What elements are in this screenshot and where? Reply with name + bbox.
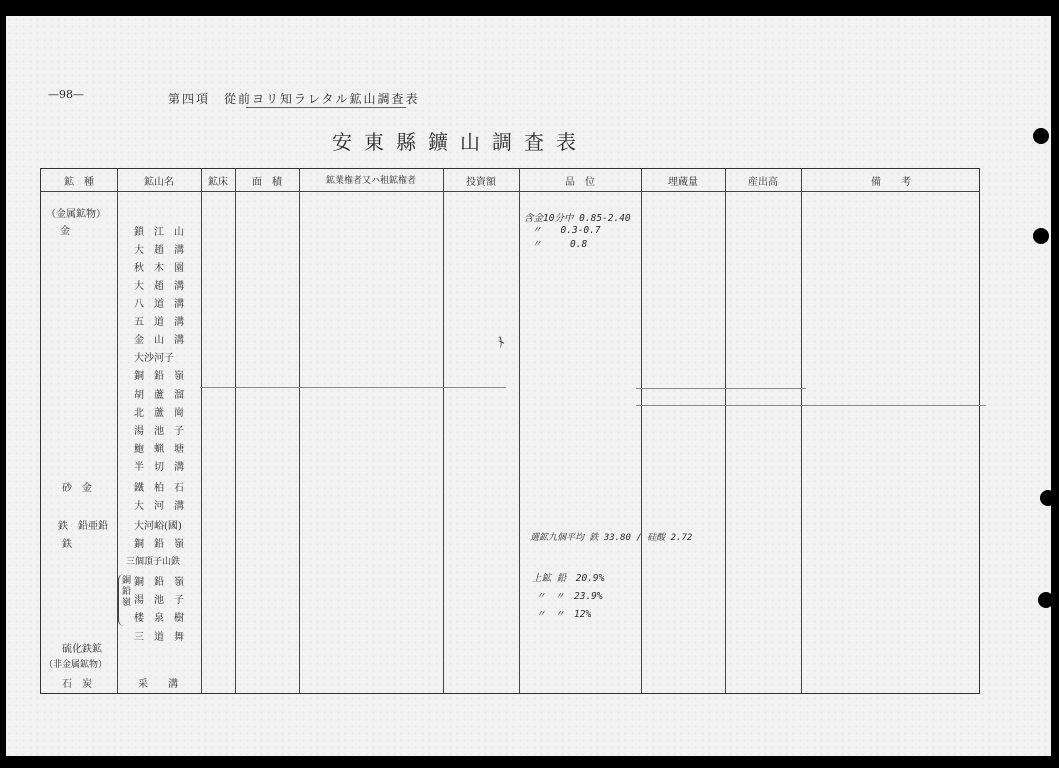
- mine-name: 鎖 江 山: [134, 227, 184, 238]
- header-mineral-type: 鉱 種: [64, 177, 94, 188]
- category-label: （金属鉱物）: [46, 209, 106, 220]
- mine-name: 大河峪(國): [134, 521, 182, 532]
- header-grade: 品 位: [565, 177, 595, 188]
- header-output: 産出高: [748, 177, 778, 188]
- mine-name: 大 趙 溝: [134, 245, 184, 256]
- header-remarks: 備 考: [871, 177, 911, 188]
- column-divider: [201, 169, 202, 693]
- mine-name: 金 山 溝: [134, 335, 184, 346]
- handwritten-mark: ﾒ: [493, 334, 509, 352]
- punch-hole: [1038, 592, 1054, 608]
- header-investment: 投資額: [466, 177, 496, 188]
- mine-name: 半 切 溝: [134, 462, 184, 473]
- document-title: 安東縣鑛山調査表: [332, 130, 588, 154]
- header-reserves: 埋蔵量: [668, 177, 698, 188]
- category-label: 鉄 鉛亜鉛: [58, 521, 108, 532]
- mine-name: 采 溝: [138, 679, 178, 690]
- mine-name: 三 道 舞: [134, 632, 184, 643]
- header-mine-name: 鉱山名: [144, 177, 174, 188]
- faint-line: [636, 405, 986, 406]
- mine-name: 秋 木 園: [134, 263, 184, 274]
- header-rights-holder: 鉱業権者又ハ租鉱権者: [325, 176, 416, 186]
- mine-name: 鮑 蝋 塘: [134, 444, 184, 455]
- mine-name: 胡 蘆 溜: [134, 390, 184, 401]
- header-divider: [41, 191, 979, 192]
- column-divider: [299, 169, 300, 693]
- category-label: 金: [60, 226, 70, 237]
- grade-value: 上鉱 鉛 20.9%: [532, 573, 605, 584]
- mine-name: 銅 鉛 嶺: [134, 539, 184, 550]
- mine-name: 湯 池 子: [134, 426, 184, 437]
- mine-name: 楼 泉 樹: [134, 613, 184, 624]
- section-heading: 第四項 從前ヨリ知ラレタル鉱山調査表: [168, 92, 420, 106]
- faint-line: [636, 388, 806, 389]
- category-label: 硫化鉄鉱: [62, 644, 102, 655]
- column-divider: [519, 169, 520, 693]
- header-deposit: 鉱床: [208, 177, 228, 188]
- column-divider: [443, 169, 444, 693]
- grade-value: 選鉱九個平均 鉄 33.80 / 硅酸 2.72: [530, 533, 693, 543]
- grade-value: 〃 〃 23.9%: [536, 591, 603, 602]
- grade-value: 〃 0.3-0.7: [532, 225, 601, 236]
- grade-value: 含金10分中 0.85-2.40: [524, 213, 631, 224]
- mine-name: 銅 鉛 嶺: [134, 577, 184, 588]
- mine-name: 三個頂子山鉄: [126, 557, 181, 567]
- category-label: 石 炭: [62, 679, 92, 690]
- mine-name: 大 趙 溝: [134, 281, 184, 292]
- punch-hole: [1033, 128, 1049, 144]
- mine-name: 五 道 溝: [134, 317, 184, 328]
- page-number: —98—: [48, 88, 84, 101]
- mine-name: 北 蘆 崗: [134, 408, 184, 419]
- mine-name: 鐵 柏 石: [134, 483, 184, 494]
- mine-name: 湯 池 子: [134, 595, 184, 606]
- punch-hole: [1040, 490, 1056, 506]
- column-divider: [235, 169, 236, 693]
- grade-value: 〃 〃 12%: [536, 609, 592, 620]
- grade-value: 〃 0.8: [532, 239, 588, 250]
- mine-name: 大沙河子: [134, 353, 174, 364]
- category-label: 鉄: [62, 539, 72, 550]
- mine-name: 銅 鉛 嶺: [134, 371, 184, 382]
- header-area: 面 積: [252, 177, 282, 188]
- mine-name: 大 河 溝: [134, 501, 184, 512]
- column-divider: [725, 169, 726, 693]
- category-label: （非金属鉱物）: [44, 660, 108, 670]
- faint-line: [200, 387, 506, 388]
- column-divider: [801, 169, 802, 693]
- heading-underline: [246, 107, 406, 108]
- punch-hole: [1033, 228, 1049, 244]
- category-label: 砂 金: [62, 483, 92, 494]
- mine-name: 八 道 溝: [134, 299, 184, 310]
- column-divider: [641, 169, 642, 693]
- brace-label: 銅鉛嶺: [122, 576, 132, 608]
